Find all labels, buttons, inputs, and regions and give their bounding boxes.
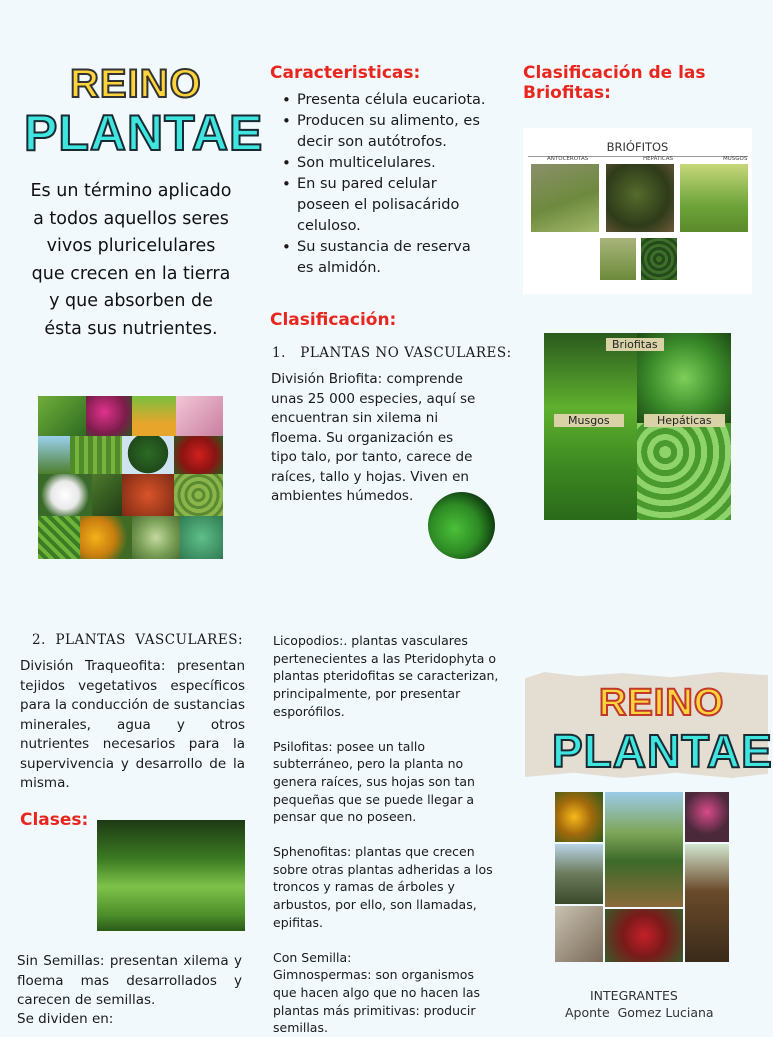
moss-circle-image <box>428 492 495 559</box>
cover-title-reino: REINO <box>70 62 202 106</box>
licopodios-text: Licopodios:. plantas vasculares pertenecientes a las Pteridophyta o plantas pteridofitas se caracterizan, principalmente, por presentar esporófilos. <box>273 633 499 719</box>
sin-semillas-text: Sin Semillas: presentan xilema y floema mas desarrollados y carecen de semillas. <box>17 953 242 1008</box>
integrante-name: Aponte Gomez Luciana <box>565 1005 714 1020</box>
sphenofitas-text: Sphenofitas: plantas que crecen sobre otras plantas adheridas a los troncos y ramas de árboles y arbustos, por ello, son llamadas, epifitas. <box>273 844 493 930</box>
gimnospermas-text: Gimnospermas: son organismos que hacen algo que no hacen las plantas más primitivas: producir semillas. <box>273 967 481 1036</box>
caracteristicas-heading: Caracteristicas: <box>270 63 421 83</box>
caracteristica-item: • Presenta célula eucariota. <box>270 90 490 111</box>
psilofitas-text: Psilofitas: posee un tallo subterráneo, pero la planta no genera raíces, sus hojas son tan pequeñas que se puede llegar a pensar que no poseen. <box>273 738 475 825</box>
no-vasculares-text: División Briofita: comprende unas 25 000 especies, aquí se encuentran sin xilema ni floema. Su organización es tipo talo, por tanto, carece de raíces, tallo y hojas. Viven en ambientes húmedos. <box>271 371 476 504</box>
photo-label-hepaticas: Hepáticas <box>644 414 725 427</box>
vasculares-heading: 2. PLANTAS VASCULARES: <box>32 632 243 648</box>
briofitos-col-label: HEPÁTICAS <box>643 156 673 162</box>
clases-heading: Clases: <box>20 810 89 830</box>
integrantes-label: INTEGRANTES <box>590 988 678 1003</box>
caracteristica-item: • Producen su alimento, es decir son autótrofos. <box>270 111 490 153</box>
no-vasculares-heading: 1. PLANTAS NO VASCULARES: <box>272 345 512 361</box>
back-title-reino: REINO <box>599 682 725 724</box>
plants-grid-image <box>555 792 729 962</box>
briofitos-col-label: MUSGOS <box>723 156 748 162</box>
caracteristica-item: • Su sustancia de reserva es almidón. <box>270 237 490 279</box>
cover-title-plantae: PLANTAE <box>24 105 264 161</box>
briofitas-photo <box>544 333 731 520</box>
briofitos-title: BRIÓFITOS <box>606 140 669 154</box>
photo-label-musgos: Musgos <box>554 414 624 427</box>
briofitos-col-label: ANTOCEROTAS <box>547 156 589 162</box>
se-dividen-text: Se dividen en: <box>17 1011 114 1027</box>
caracteristica-item: • En su pared celular poseen el polisacárido celuloso. <box>270 174 490 237</box>
caracteristicas-list <box>270 90 490 279</box>
back-title-plantae: PLANTAE <box>552 725 773 777</box>
caracteristica-item: • Son multicelulares. <box>270 153 490 174</box>
intro-paragraph: Es un término aplicado a todos aquellos seres vivos pluricelulares que crecen en la tierra y que absorben de ésta sus nutrientes. <box>30 181 232 339</box>
vasculares-text: División Traqueofita: presentan tejidos vegetativos específicos para la conducción de sustancias minerales, agua y otros nutrientes necesarios para la supervivencia y desarrollo de la misma. <box>20 658 245 791</box>
photo-label-briofitas: Briofitas <box>606 338 664 351</box>
briofitos-diagram <box>523 128 752 294</box>
clasificacion-heading: Clasificación: <box>270 310 397 330</box>
con-semilla-text: Con Semilla: <box>273 949 352 965</box>
fern-photo <box>97 820 245 931</box>
clasificacion-briofitas-heading: Clasificación de las Briofitas: <box>523 63 706 103</box>
plants-collage-image <box>38 396 223 559</box>
